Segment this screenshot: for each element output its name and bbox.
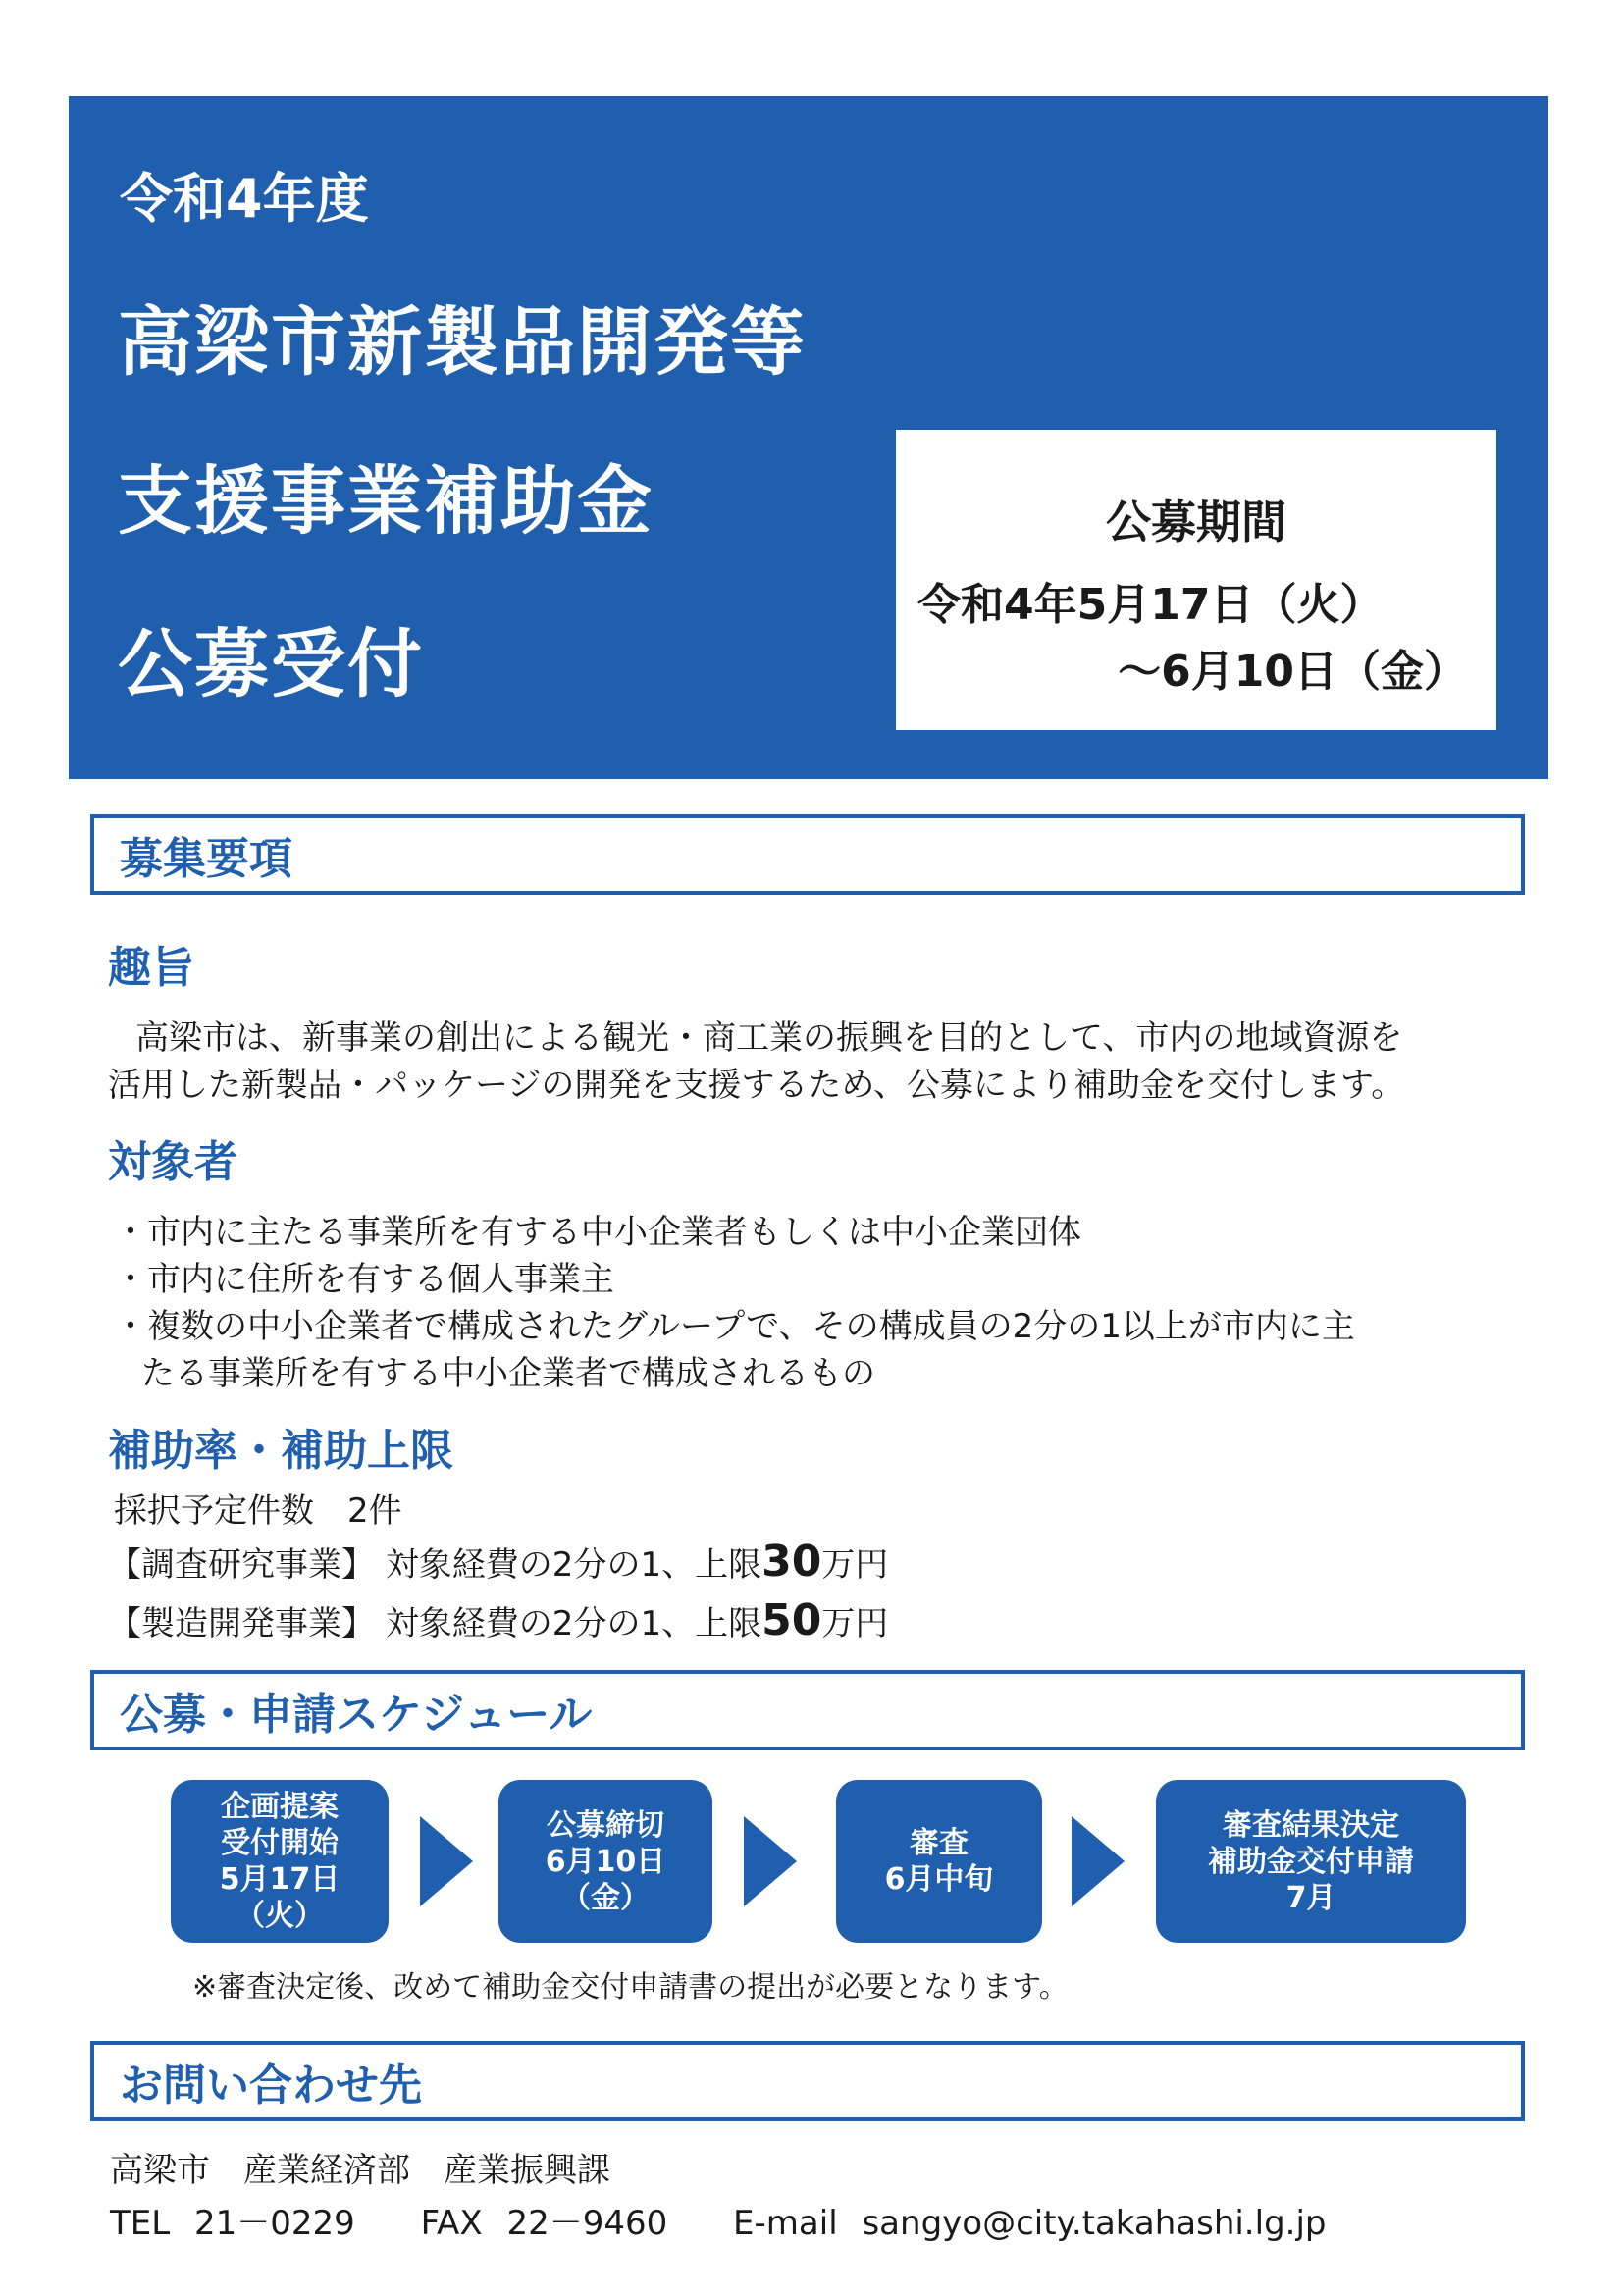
- eligibility-item-1: ・市内に主たる事業所を有する中小企業者もしくは中小企業団体: [114, 1213, 1081, 1252]
- section-requirements: [90, 814, 1525, 895]
- arrow-right-icon: [420, 1816, 473, 1906]
- research-amount: 30: [761, 1537, 822, 1587]
- title-banner: [69, 96, 1548, 779]
- subsidy-heading: 補助率・補助上限: [108, 1426, 453, 1476]
- title-line-1: 高梁市新製品開発等: [118, 298, 807, 386]
- research-text: 対象経費の2分の1、上限: [385, 1545, 762, 1585]
- title-line-2: 支援事業補助金: [118, 457, 654, 545]
- step-line: 公募締切: [547, 1807, 664, 1843]
- eligibility-item-3: ・複数の中小企業者で構成されたグループで、その構成員の2分の1以上が市内に主: [114, 1307, 1355, 1346]
- schedule-step-proposal: [171, 1780, 389, 1943]
- step-line: 6月中旬: [884, 1862, 994, 1897]
- section-requirements-title: 募集要項: [120, 834, 292, 884]
- development-text: 対象経費の2分の1、上限: [385, 1604, 762, 1644]
- development-amount: 50: [761, 1595, 822, 1645]
- schedule-note: ※審査決定後、改めて補助金交付申請書の提出が必要となります。: [192, 1970, 1069, 2005]
- step-line: 7月: [1285, 1880, 1336, 1915]
- step-line: 補助金交付申請: [1208, 1844, 1414, 1879]
- title-line-3: 公募受付: [118, 620, 424, 707]
- purpose-line-2: 活用した新製品・パッケージの開発を支援するため、公募により補助金を交付します。: [108, 1066, 1405, 1105]
- fax-label: FAX: [420, 2204, 483, 2243]
- period-title: 公募期間: [1106, 496, 1286, 548]
- fax-number: 22－9460: [506, 2204, 668, 2243]
- section-contact: [90, 2041, 1525, 2121]
- arrow-right-icon: [1072, 1816, 1125, 1906]
- step-line: 審査結果決定: [1223, 1807, 1399, 1843]
- schedule-step-deadline: [498, 1780, 712, 1943]
- step-line: （火）: [236, 1899, 324, 1933]
- eligibility-heading: 対象者: [108, 1137, 237, 1187]
- section-schedule: [90, 1670, 1525, 1750]
- section-contact-title: お問い合わせ先: [120, 2061, 422, 2111]
- eligibility-item-2: ・市内に住所を有する個人事業主: [114, 1260, 614, 1299]
- section-schedule-title: 公募・申請スケジュール: [120, 1690, 593, 1740]
- selection-count: 採択予定件数 2件: [114, 1491, 402, 1531]
- research-unit: 万円: [821, 1545, 889, 1585]
- tel-number: 21－0229: [194, 2204, 355, 2243]
- research-subsidy-row: [108, 1537, 888, 1587]
- step-line: 企画提案: [221, 1790, 339, 1824]
- step-line: （金）: [561, 1880, 650, 1915]
- tel-label: TEL: [110, 2204, 171, 2243]
- period-end: ～6月10日（金）: [1118, 647, 1467, 697]
- development-unit: 万円: [821, 1604, 889, 1644]
- fiscal-year: 令和4年度: [120, 168, 369, 230]
- schedule-step-decision: [1156, 1780, 1466, 1943]
- step-line: 5月17日: [219, 1862, 340, 1897]
- development-subsidy-row: [108, 1595, 888, 1645]
- purpose-line-1: 高梁市は、新事業の創出による観光・商工業の振興を目的として、市内の地域資源を: [135, 1018, 1403, 1058]
- step-line: 受付開始: [221, 1826, 339, 1860]
- step-line: 審査: [910, 1826, 969, 1860]
- email-label: E-mail: [733, 2204, 838, 2243]
- development-label: 【製造開発事業】: [108, 1604, 375, 1644]
- application-period-box: [896, 430, 1496, 730]
- eligibility-item-3-cont: たる事業所を有する中小企業者で構成されるもの: [141, 1354, 875, 1393]
- research-label: 【調査研究事業】: [108, 1545, 375, 1585]
- schedule-step-review: [836, 1780, 1042, 1943]
- contact-department: 高梁市 産業経済部 産業振興課: [110, 2151, 610, 2190]
- arrow-right-icon: [744, 1816, 797, 1906]
- email-address: sangyo@city.takahashi.lg.jp: [862, 2204, 1327, 2243]
- step-line: 6月10日: [545, 1844, 666, 1879]
- contact-phone-row: [110, 2196, 1326, 2244]
- purpose-heading: 趣旨: [108, 943, 194, 993]
- period-start: 令和4年5月17日（火）: [917, 580, 1384, 630]
